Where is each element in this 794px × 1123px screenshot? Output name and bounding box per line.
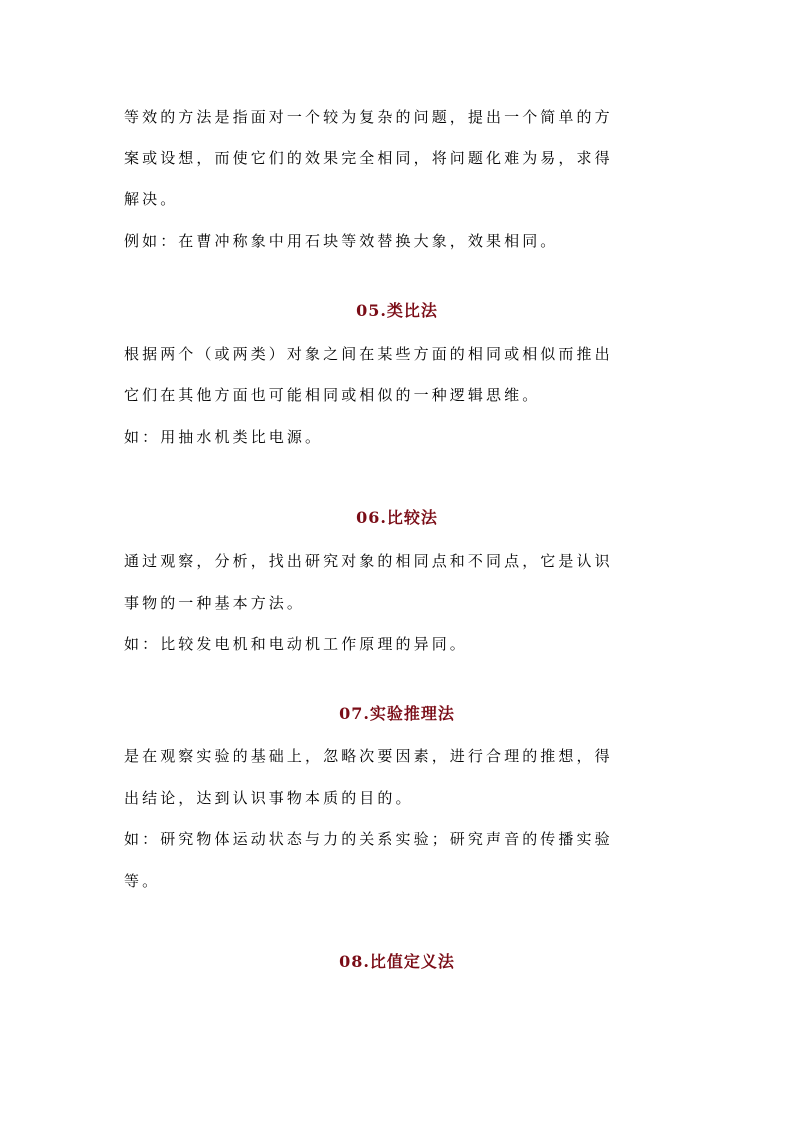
section-heading-06: 06.比较法	[356, 508, 438, 527]
section-07-example-line-2: 等。	[124, 872, 161, 890]
section-07-example-line-1: 如：研究物体运动状态与力的关系实验；研究声音的传播实验	[124, 830, 613, 848]
section-05-example: 如：用抽水机类比电源。	[124, 428, 324, 446]
section-heading-05: 05.类比法	[356, 301, 438, 320]
section-06-line-1: 通过观察，分析，找出研究对象的相同点和不同点，它是认识	[124, 552, 613, 570]
section-heading-08: 08.比值定义法	[339, 952, 455, 971]
section-07-line-1: 是在观察实验的基础上，忽略次要因素，进行合理的推想，得	[124, 747, 613, 765]
section-05-line-2: 它们在其他方面也可能相同或相似的一种逻辑思维。	[124, 386, 541, 404]
section-06-example: 如：比较发电机和电动机工作原理的异同。	[124, 635, 468, 653]
section-07-line-2: 出结论，达到认识事物本质的目的。	[124, 789, 414, 807]
intro-example: 例如：在曹冲称象中用石块等效替换大象，效果相同。	[124, 232, 559, 250]
intro-line-3: 解决。	[124, 190, 179, 208]
section-heading-07: 07.实验推理法	[339, 704, 455, 723]
intro-line-2: 案或设想，而使它们的效果完全相同，将问题化难为易，求得	[124, 149, 613, 167]
section-06-line-2: 事物的一种基本方法。	[124, 594, 306, 612]
section-05-line-1: 根据两个（或两类）对象之间在某些方面的相同或相似而推出	[124, 345, 613, 363]
intro-line-1: 等效的方法是指面对一个较为复杂的问题，提出一个简单的方	[124, 108, 613, 126]
